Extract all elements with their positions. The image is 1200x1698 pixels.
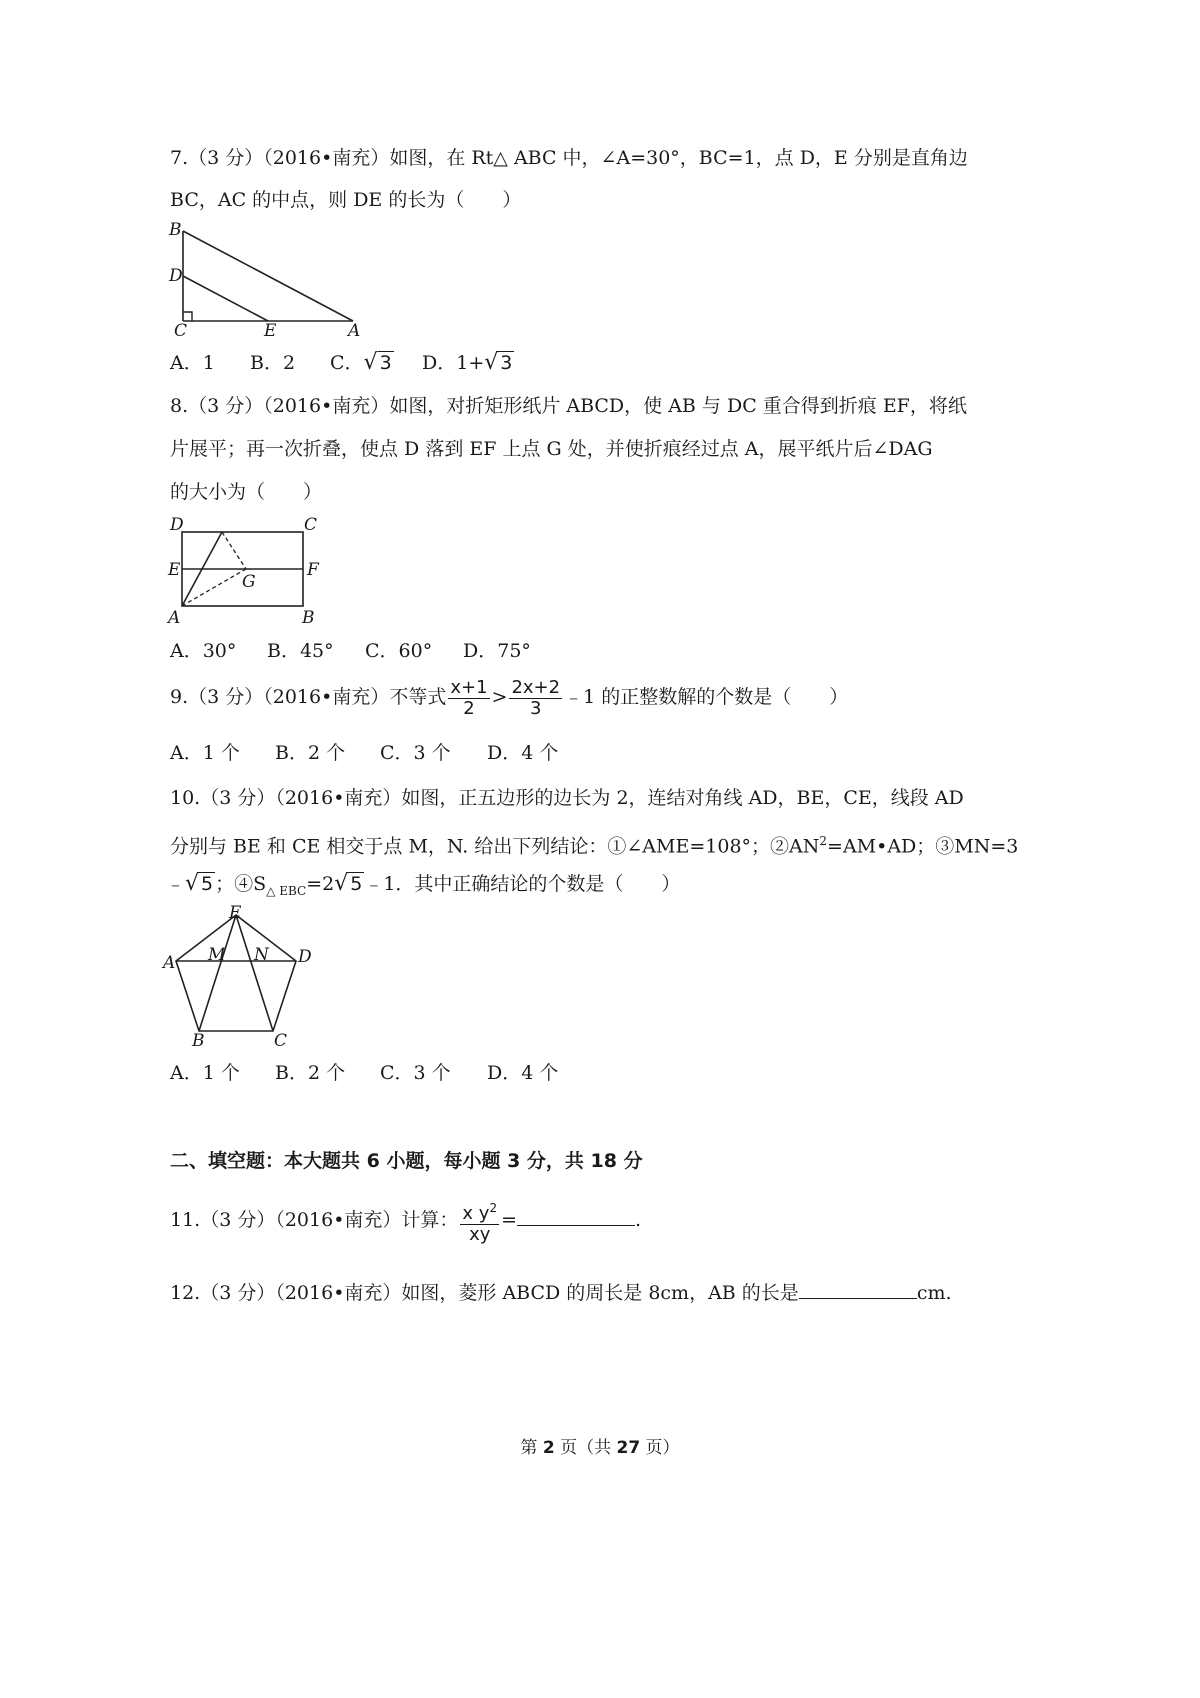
q10-label-d: D (298, 947, 312, 967)
q10-radicand-1: 5 (201, 873, 214, 895)
q7-label-d: D (169, 266, 183, 286)
q11-prefix: 11.（3 分）（2016•南充）计算： (170, 1209, 459, 1231)
q10-option-a: A．1 个 (170, 1062, 240, 1084)
q10-label-b: B (192, 1031, 205, 1050)
q10-line3: ﹣√ 5 ；$④S_{\triangle EBC}=2√$ 5 ﹣1．其中正确结论的个数是（ ） (166, 871, 681, 898)
q8-label-a: A (168, 608, 181, 628)
q7-option-d-radicand: 3 (500, 352, 513, 374)
q9-prefix: 9.（3 分）（2016•南充）不等式 (170, 686, 447, 708)
q7-option-c: C．√ 3 (330, 350, 392, 375)
q7-label-a: A (348, 321, 361, 340)
q7-line1: 7.（3 分）（2016•南充）如图，在 Rt△ ABC 中，∠A=30°，BC=1，点 D，E 分别是直角边 (170, 147, 968, 169)
q8-line1: 8.（3 分）（2016•南充）如图，对折矩形纸片 ABCD，使 AB 与 DC 重合得到折痕 EF，将纸 (170, 395, 967, 417)
q11-line: 11.（3 分）（2016•南充）计算： $\frac{x y^2}{xy}$ = . (170, 1196, 641, 1245)
q12-answer-blank (799, 1278, 917, 1299)
q10-figure (160, 900, 330, 1050)
q7-line2: BC，AC 的中点，则 DE 的长为（ ） (170, 189, 522, 211)
q10-option-c: C．3 个 (380, 1062, 451, 1084)
q10-label-e: E (229, 903, 242, 923)
q8-line3: 的大小为（ ） (170, 481, 323, 503)
q10-radicand-2: 5 (350, 873, 363, 895)
q12-prefix: 12.（3 分）（2016•南充）如图，菱形 ABCD 的周长是 8cm，AB 的长是 (170, 1282, 799, 1304)
q8-option-a: A．30° (170, 640, 237, 662)
q7-label-b: B (169, 220, 182, 240)
q8-option-d: D．75° (463, 640, 531, 662)
q7-option-a: A．1 (170, 352, 215, 374)
q10-subscript: △ EBC (266, 883, 307, 898)
q10-label-a: A (163, 953, 176, 973)
q8-label-d: D (170, 515, 184, 535)
q8-label-f: F (307, 560, 319, 580)
q9-fraction-2: $\frac{2x+2}{3}$ (511, 676, 561, 719)
page-number: 2 (542, 1438, 555, 1458)
q8-label-b: B (302, 608, 315, 628)
q10-label-n: N (254, 945, 269, 965)
q7-label-c: C (174, 321, 188, 340)
q9-greater-than: > (491, 686, 508, 708)
q10-line2: 分别与 BE 和 CE 相交于点 M，N. 给出下列结论：①∠AME=108°；$②AN^2=AM•AD$；③MN=3 (170, 834, 1019, 858)
q10-line1: 10.（3 分）（2016•南充）如图，正五边形的边长为 2，连结对角线 AD，BE，CE，线段 AD (170, 787, 964, 809)
q10-option-b: B．2 个 (275, 1062, 346, 1084)
q10-label-m: M (208, 945, 226, 965)
q10-superscript: 2 (819, 834, 828, 848)
q8-line2: 片展平；再一次折叠，使点 D 落到 EF 上点 G 处，并使折痕经过点 A，展平纸片后∠DAG (170, 438, 933, 460)
q7-label-e: E (264, 321, 277, 340)
q9-line (170, 674, 848, 720)
q9-option-b: B．2 个 (275, 742, 346, 764)
q11-answer-blank (517, 1205, 635, 1226)
q8-label-c: C (304, 515, 318, 535)
q7-figure (160, 218, 390, 340)
q8-figure (160, 510, 340, 630)
q10-option-d: D．4 个 (487, 1062, 559, 1084)
section-2-heading: 二、填空题：本大题共 6 小题，每小题 3 分，共 18 分 (170, 1150, 643, 1172)
q9-option-c: C．3 个 (380, 742, 451, 764)
page-total: 27 (616, 1438, 641, 1458)
q10-label-c: C (274, 1031, 288, 1050)
q12-line: 12.（3 分）（2016•南充）如图，菱形 ABCD 的周长是 8cm，AB 的长是 cm. (170, 1278, 952, 1306)
page-footer: 第 2 页（共 27 页） (520, 1438, 680, 1458)
q11-fraction: $\frac{x y^2}{xy}$ (460, 1198, 499, 1245)
q9-option-a: A．1 个 (170, 742, 240, 764)
q7-option-c-radicand: 3 (379, 352, 392, 374)
q9-suffix: ﹣1 的正整数解的个数是（ ） (564, 686, 849, 708)
q8-label-e: E (168, 560, 181, 580)
q9-option-d: D．4 个 (487, 742, 559, 764)
q8-label-g: G (242, 572, 256, 592)
q7-option-b: B．2 (250, 352, 296, 374)
q8-option-c: C．60° (365, 640, 433, 662)
q9-fraction-1: $\frac{x+1}{2}$ (450, 676, 488, 719)
q7-option-d: D．1+√ 3 (422, 350, 513, 375)
q8-option-b: B．45° (267, 640, 334, 662)
